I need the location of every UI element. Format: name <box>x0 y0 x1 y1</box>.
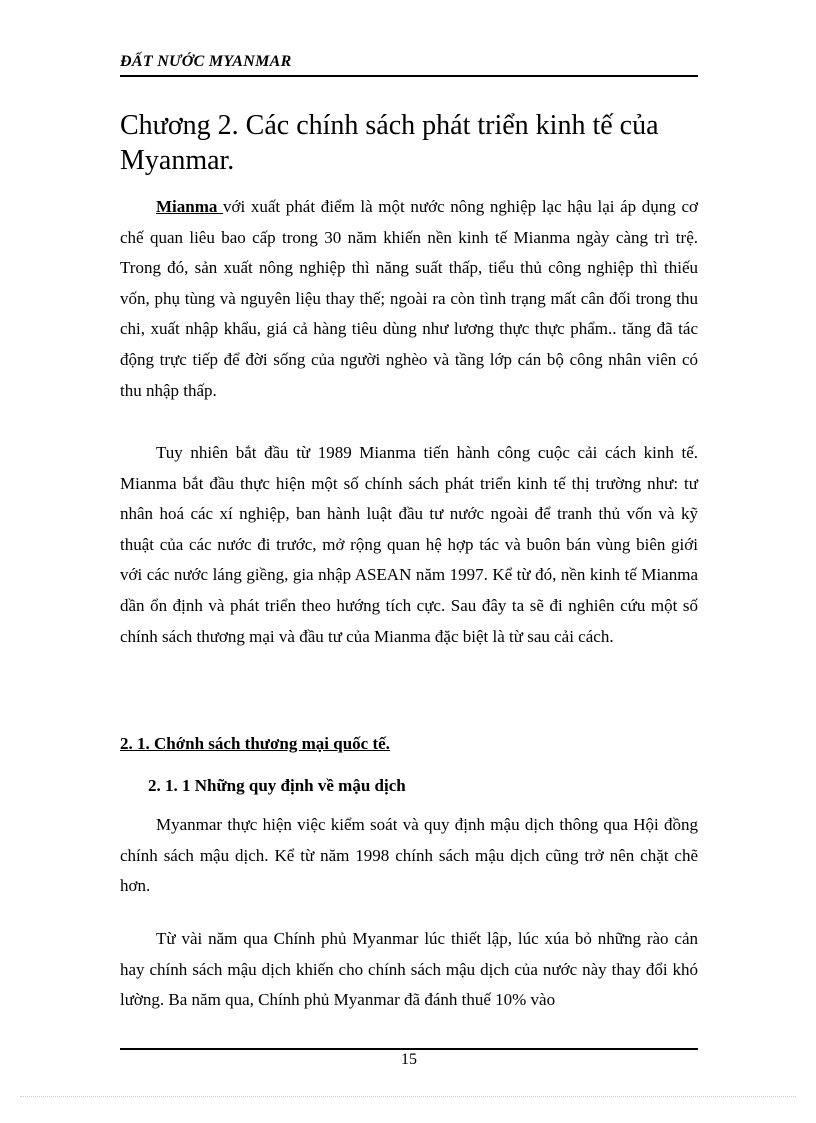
header-title: ĐẤT NƯỚC MYANMAR <box>120 53 292 70</box>
paragraph-intro <box>120 192 698 406</box>
subsection-heading: 2. 1. 1 Những quy định về mậu dịch <box>148 776 406 795</box>
chapter-title: Chương 2. Các chính sách phát triển kinh tế của Myanmar. <box>120 110 659 176</box>
paragraph-reform: Tuy nhiên bắt đầu từ 1989 Mianma tiến hành công cuộc cải cách kinh tế. Mianma bắt đầu thực hiện một số chính sách phát triển kinh tế thị trường như: tư nhân hoá các xí nghiệp, ban hành luật đầu tư nước ngoài để tranh thủ vốn và kỹ thuật của các nước đi trước, mở rộng quan hệ hợp tác và buôn bán vùng biên giới với các nước láng giềng, gia nhập ASEAN năm 1997. Kể từ đó, nền kinh tế Mianma dần ổn định và phát triển theo hướng tích cực. Sau đây ta sẽ đi nghiên cứu một số chính sách thương mại và đầu tư của Mianma đặc biệt là từ sau cải cách. <box>120 443 698 646</box>
paragraph-intro-text: với xuất phát điểm là một nước nông nghiệp lạc hậu lại áp dụng cơ chế quan liêu bao cấp trong 30 năm khiến nền kinh tế Mianma ngày càng trì trệ. Trong đó, sản xuất nông nghiệp thì năng suất thấp, tiểu thủ công nghiệp thì thiếu vốn, phụ tùng và nguyên liệu thay thế; ngoài ra còn tình trạng mất cân đối trong thu chi, xuất nhập khẩu, giá cả hàng tiêu dùng như lương thực thực phẩm.. tăng đã tác động trực tiếp để đời sống của người nghèo và tầng lớp cán bộ công nhân viên có thu nhập thấp. <box>120 197 698 400</box>
paragraph-trade-changes: Từ vài năm qua Chính phủ Myanmar lúc thiết lập, lúc xúa bỏ những rào cản hay chính sách mậu dịch khiến cho chính sách mậu dịch của nước này thay đổi khó lường. Ba năm qua, Chính phủ Myanmar đã đánh thuế 10% vào <box>120 929 698 1010</box>
section-heading: 2. 1. Chớnh sách thương mại quốc tế. <box>120 734 390 753</box>
page-edge-divider <box>20 1096 796 1097</box>
keyword-link[interactable]: Mianma <box>156 197 224 216</box>
paragraph-trade-control: Myanmar thực hiện việc kiểm soát và quy định mậu dịch thông qua Hội đồng chính sách mậu dịch. Kể từ năm 1998 chính sách mậu dịch cũng trở nên chặt chẽ hơn. <box>120 815 698 896</box>
page-header <box>120 50 698 77</box>
page-number: 15 <box>401 1051 417 1068</box>
